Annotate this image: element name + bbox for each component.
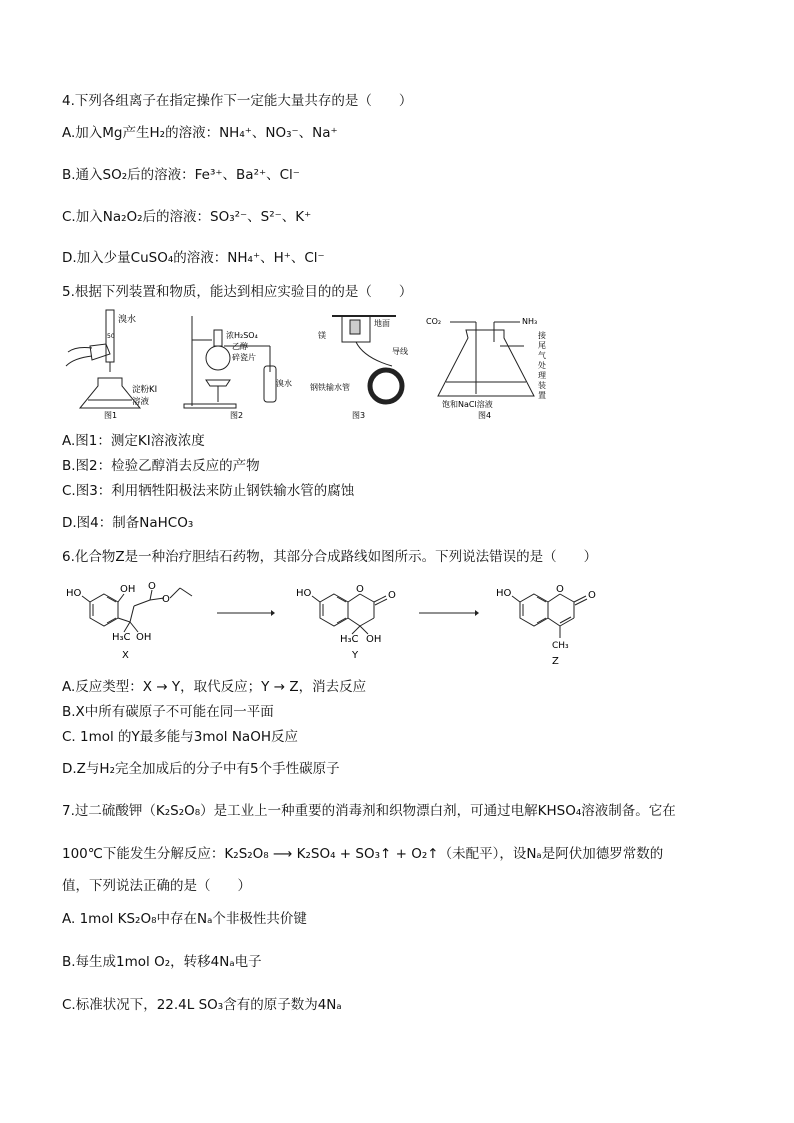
- fig3-caption: 图3: [352, 411, 366, 420]
- structure-z: [494, 578, 610, 670]
- fig2-caption: 图2: [230, 411, 244, 420]
- structure-y: [294, 578, 410, 666]
- fig3-label-wire: 导线: [392, 347, 408, 356]
- q7-stem-line2: 100℃下能发生分解反应：K₂S₂O₈ ⟶ K₂SO₄ + SO₃↑ + O₂↑（未配平），设Nₐ是阿伏加德罗常数的: [62, 846, 664, 862]
- q6-option-c: C. 1mol 的Y最多能与3mol NaOH反应: [62, 729, 298, 745]
- q7-stem-line1: 7.过二硫酸钾（K₂S₂O₈）是工业上一种重要的消毒剂和织物漂白剂，可通过电解KHSO₄溶液制备。它在: [62, 803, 676, 819]
- svg-text:OH: OH: [366, 634, 382, 645]
- svg-text:O: O: [148, 581, 156, 592]
- fig1-label-50: 50: [107, 333, 115, 340]
- arrow-y-to-z-icon: [417, 608, 479, 618]
- svg-text:理: 理: [538, 371, 546, 380]
- q5-option-b: B.图2：检验乙醇消去反应的产物: [62, 458, 260, 474]
- q5-option-c: C.图3：利用牺牲阳极法来防止钢铁输水管的腐蚀: [62, 483, 355, 499]
- svg-text:装: 装: [538, 381, 546, 390]
- fig4-caption: 图4: [478, 411, 492, 420]
- fig1-label-bromine: 溴水: [118, 315, 137, 325]
- figure-4-nahco3: [424, 310, 564, 422]
- fig1-caption: 图1: [104, 411, 118, 420]
- arrow-x-to-y-icon: [215, 608, 275, 618]
- svg-text:H₃C: H₃C: [340, 634, 359, 645]
- svg-text:处: 处: [538, 361, 546, 370]
- fig4-label-nh3: NH₃: [522, 317, 538, 326]
- q5-option-a: A.图1：测定KI溶液浓度: [62, 433, 205, 449]
- q5-option-d: D.图4：制备NaHCO₃: [62, 515, 194, 531]
- fig4-label-co2: CO₂: [426, 317, 442, 326]
- q4-option-b: B.通入SO₂后的溶液：Fe³⁺、Ba²⁺、Cl⁻: [62, 167, 300, 183]
- label-z: Z: [552, 656, 559, 667]
- q4-stem: 4.下列各组离子在指定操作下一定能大量共存的是（ ）: [62, 93, 413, 109]
- svg-text:接: 接: [538, 331, 546, 340]
- q6-stem: 6.化合物Z是一种治疗胆结石药物，其部分合成路线如图所示。下列说法错误的是（ ）: [62, 549, 598, 565]
- svg-text:O: O: [162, 594, 170, 605]
- q4-option-c: C.加入Na₂O₂后的溶液：SO₃²⁻、S²⁻、K⁺: [62, 209, 312, 225]
- svg-text:气: 气: [538, 351, 546, 360]
- svg-text:O: O: [388, 590, 396, 601]
- svg-text:H₃C: H₃C: [112, 632, 131, 643]
- svg-text:置: 置: [538, 391, 546, 400]
- q7-stem-line3: 值，下列说法正确的是（ ）: [62, 878, 251, 894]
- figure-2-ethanol: [178, 310, 296, 420]
- q7-option-c: C.标准状况下，22.4L SO₃含有的原子数为4Nₐ: [62, 997, 342, 1013]
- fig4-label-nacl: 饱和NaCl溶液: [442, 400, 493, 409]
- q4-option-d: D.加入少量CuSO₄的溶液：NH₄⁺、H⁺、Cl⁻: [62, 250, 325, 266]
- svg-text:O: O: [356, 584, 364, 595]
- svg-text:CH₃: CH₃: [552, 641, 569, 651]
- fig1-label-starch-ki: 淀粉KI: [132, 385, 158, 395]
- q5-stem: 5.根据下列装置和物质，能达到相应实验目的的是（ ）: [62, 284, 413, 300]
- label-y: Y: [352, 650, 359, 661]
- svg-text:OH: OH: [120, 584, 136, 595]
- fig2-label-ethanol: 乙醇: [232, 342, 248, 351]
- figure-3-anode: [306, 310, 416, 420]
- q7-option-a: A. 1mol KS₂O₈中存在Nₐ个非极性共价键: [62, 911, 307, 927]
- svg-text:尾: 尾: [538, 341, 546, 350]
- fig3-label-ground: 地面: [374, 319, 390, 328]
- fig2-label-chips: 碎瓷片: [232, 353, 256, 362]
- fig2-label-bromine: 溴水: [276, 379, 292, 388]
- fig3-label-pipe: 钢铁输水管: [310, 383, 350, 392]
- label-x: X: [122, 650, 129, 661]
- q6-option-a: A.反应类型：X → Y，取代反应；Y → Z，消去反应: [62, 679, 367, 695]
- fig3-label-magnesium: 镁: [318, 331, 326, 340]
- fig1-label-solution: 溶液: [132, 397, 150, 407]
- svg-text:HO: HO: [296, 588, 312, 599]
- svg-text:O: O: [556, 584, 564, 595]
- q6-option-d: D.Z与H₂完全加成后的分子中有5个手性碳原子: [62, 761, 340, 777]
- q7-option-b: B.每生成1mol O₂，转移4Nₐ电子: [62, 954, 262, 970]
- fig2-label-sulfuric: 浓H₂SO₄: [226, 331, 258, 340]
- q4-option-a: A.加入Mg产生H₂的溶液：NH₄⁺、NO₃⁻、Na⁺: [62, 125, 338, 141]
- svg-text:O: O: [588, 590, 596, 601]
- svg-text:HO: HO: [496, 588, 512, 599]
- structure-x: [64, 578, 198, 666]
- q6-option-b: B.X中所有碳原子不可能在同一平面: [62, 704, 274, 720]
- svg-text:HO: HO: [66, 588, 82, 599]
- svg-text:OH: OH: [136, 632, 152, 643]
- figure-1-titration: [62, 308, 174, 420]
